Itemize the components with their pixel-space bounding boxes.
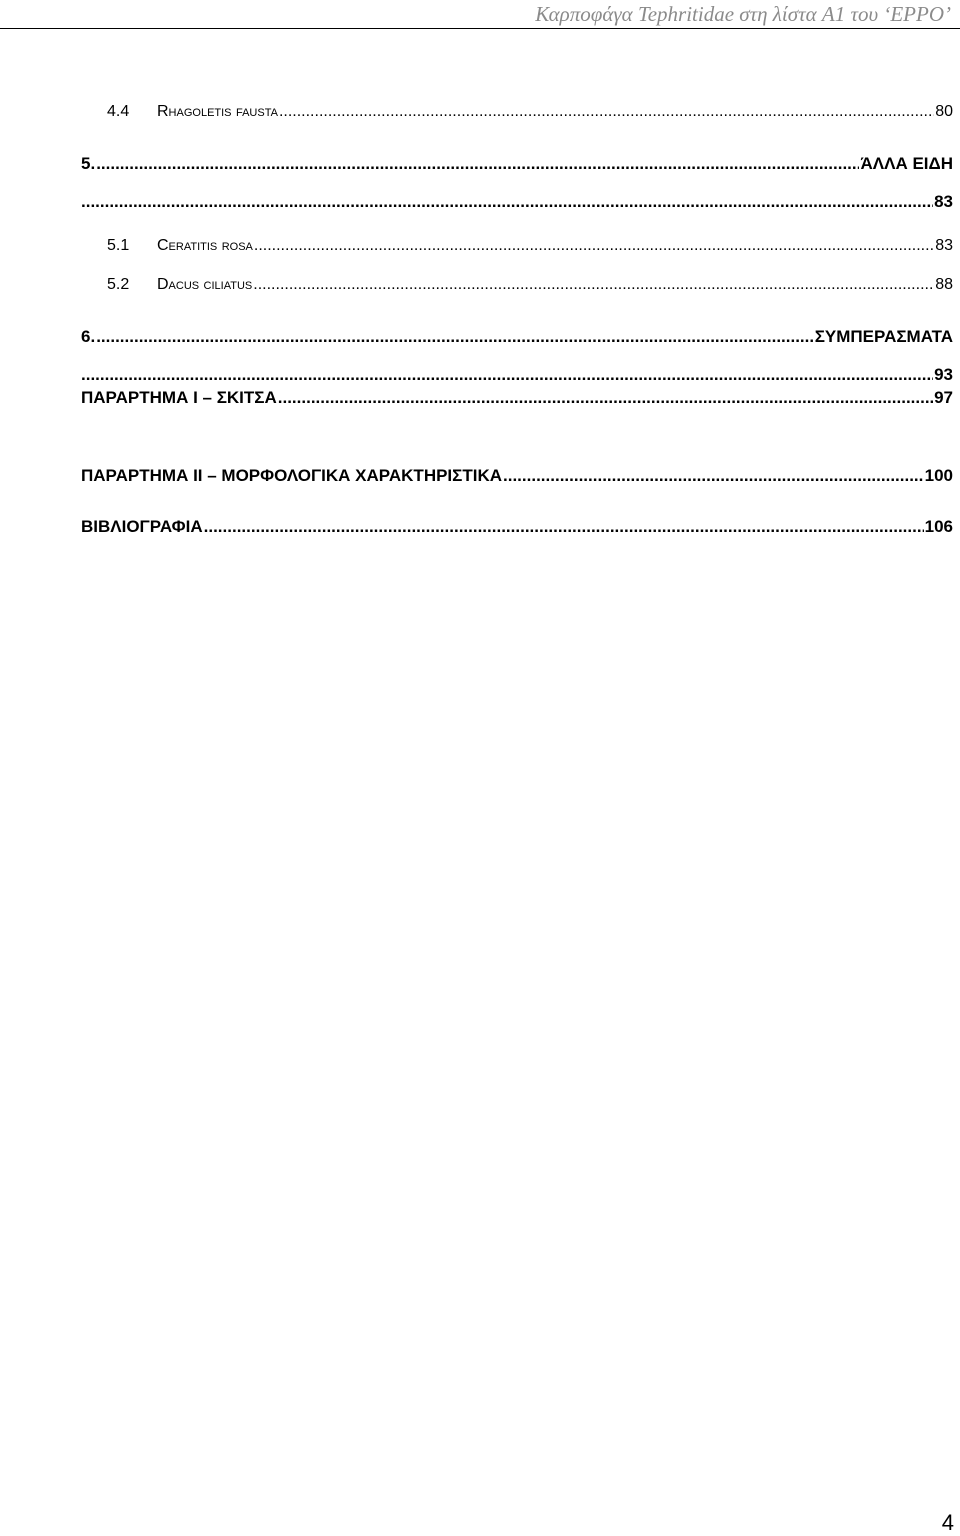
toc-entry-number: 5.1: [107, 237, 130, 254]
toc-entry-bibliography[interactable]: [81, 517, 953, 537]
page-number: 4: [941, 1510, 954, 1535]
toc-entry-5-1[interactable]: [81, 237, 953, 255]
page-header: [0, 0, 960, 29]
toc-leader-dots: [96, 327, 814, 347]
toc-leader-dots: [81, 192, 933, 212]
toc-entry-label: ΠΑΡΑΡΤΗΜΑ ΙΙ – ΜΟΡΦΟΛΟΓΙΚΑ ΧΑΡΑΚΤΗΡΙΣΤΙΚΑ: [81, 466, 503, 485]
toc-entry-4-4[interactable]: [81, 103, 953, 121]
running-title: Καρποφάγα Tephritidae στη λίστα A1 του ‘EPPO’: [535, 2, 951, 26]
toc-entry-number: 6.: [81, 327, 96, 346]
toc-entry-label: ΣΥΜΠΕΡΑΣΜΑΤΑ: [814, 327, 953, 346]
toc-entry-label: ΠΑΡΑΡΤΗΜΑ Ι – ΣΚΙΤΣΑ: [81, 388, 277, 407]
toc-entry-label: Ceratitis rosa: [157, 237, 253, 254]
toc-entry-number: 5.2: [107, 276, 130, 293]
toc-entry-appendix-2[interactable]: [81, 466, 953, 486]
toc-leader-dots: [278, 388, 933, 408]
toc-entry-page: 80: [935, 103, 953, 120]
toc-entry-page: 97: [934, 388, 953, 407]
toc-entry-label: ΆΛΛΑ ΕΙΔΗ: [860, 154, 953, 173]
toc-entry-label: ΒΙΒΛΙΟΓΡΑΦΙΑ: [81, 517, 203, 536]
toc-entry-label: Dacus ciliatus: [157, 276, 253, 293]
toc-entry-page: 83: [934, 192, 953, 211]
toc-entry-label: Rhagoletis fausta: [157, 103, 278, 120]
toc-leader-dots: [96, 154, 859, 174]
toc-leader-dots: [253, 276, 934, 294]
toc-entry-6-continuation[interactable]: [81, 365, 953, 385]
toc-entry-6[interactable]: [81, 327, 953, 347]
toc-entry-5-continuation[interactable]: [81, 192, 953, 212]
toc-entry-page: 100: [924, 466, 953, 485]
toc-entry-page: 106: [924, 517, 953, 536]
toc-entry-page: 83: [935, 237, 953, 254]
toc-entry-number: 5.: [81, 154, 96, 173]
toc-entry-page: 93: [934, 365, 953, 384]
toc-leader-dots: [204, 517, 924, 537]
toc-leader-dots: [254, 237, 934, 255]
toc-entry-5[interactable]: [81, 154, 953, 174]
toc-entry-page: 88: [935, 276, 953, 293]
toc-entry-number: 4.4: [107, 103, 130, 120]
toc-leader-dots: [279, 103, 934, 121]
toc-entry-5-2[interactable]: [81, 276, 953, 294]
toc-entry-appendix-1[interactable]: [81, 388, 953, 408]
toc-leader-dots: [81, 365, 933, 385]
toc-leader-dots: [503, 466, 924, 486]
